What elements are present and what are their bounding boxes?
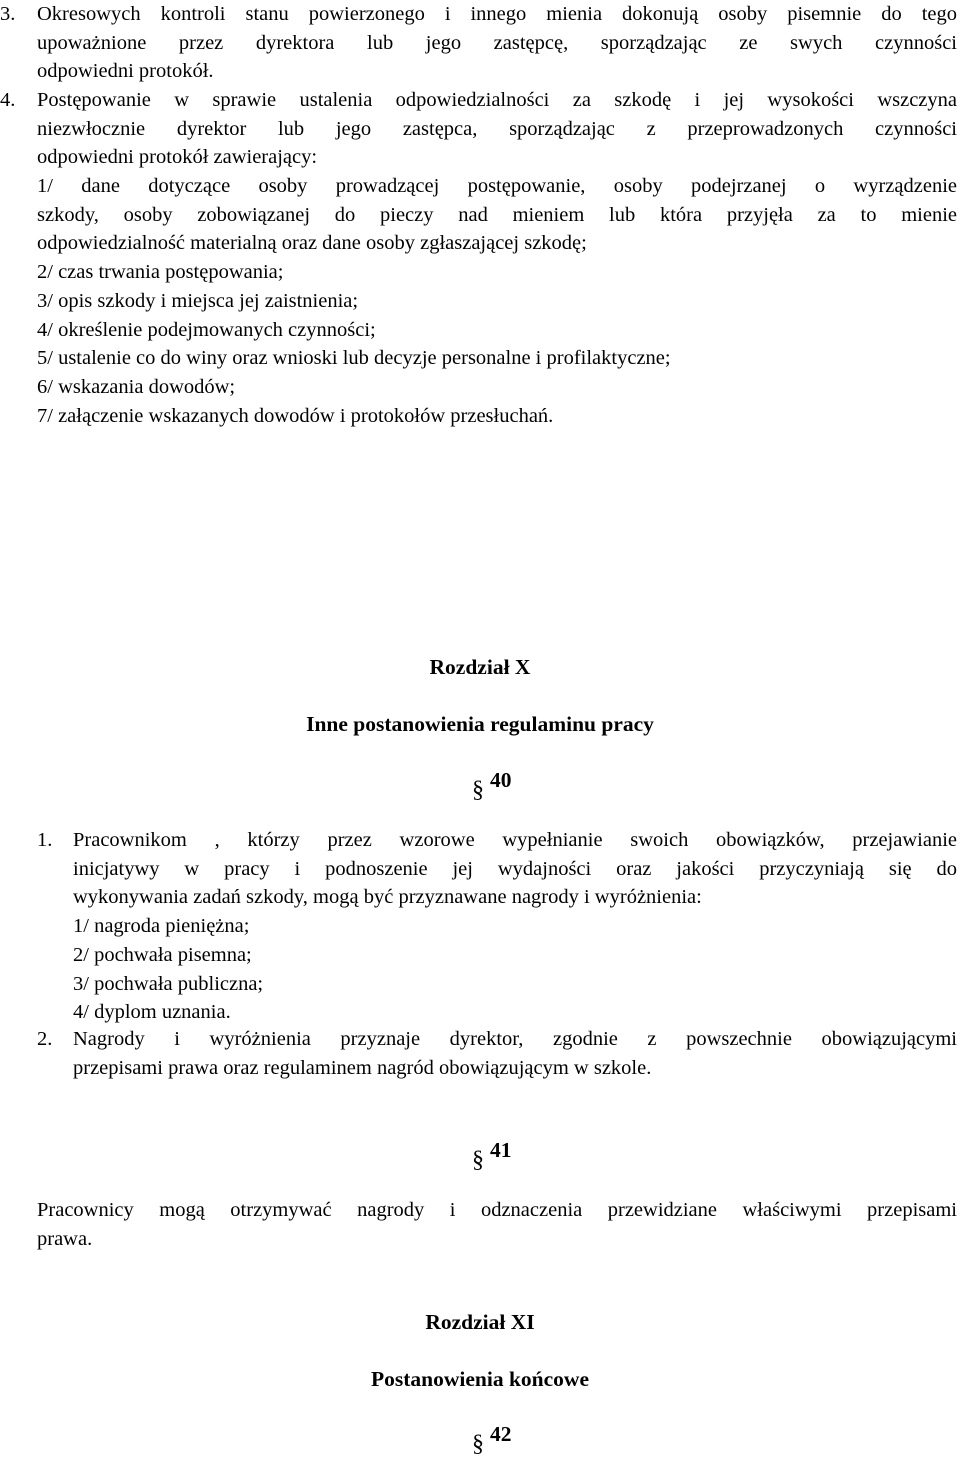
sub-item: odpowiedzialność materialną oraz dane osoby zgłaszającej szkodę;: [37, 232, 587, 255]
item-number: 2.: [37, 1028, 53, 1050]
paragraph-41-text: Pracownicy mogą otrzymywać nagrody i odznaczenia przewidziane właściwymi przepisami prawa.: [37, 1199, 957, 1250]
paragraph-number: 40: [490, 768, 512, 792]
chapter-title: Rozdział X: [429, 655, 531, 679]
item-number: 3.: [0, 3, 16, 25]
chapter-subtitle: Inne postanowienia regulaminu pracy: [306, 712, 654, 736]
paragraph-number: 41: [490, 1138, 512, 1162]
sub-item: 6/ wskazania dowodów;: [37, 375, 236, 398]
sub-item: 3/ pochwała publiczna;: [73, 972, 264, 995]
sub-item: szkody, osoby zobowiązanej do pieczy nad mieniem lub która przyjęła za to mienie: [37, 203, 957, 226]
paragraph-40-heading: [472, 768, 512, 804]
sub-item: 2/ czas trwania postępowania;: [37, 261, 284, 284]
paragraph-40-item-2: [0, 1025, 960, 1085]
section-sign: §: [472, 1147, 484, 1173]
sub-item: 7/ załączenie wskazanych dowodów i protokołów przesłuchań.: [37, 404, 554, 427]
section-sign: §: [472, 1431, 484, 1457]
paragraph-42-heading: [472, 1422, 512, 1458]
item-text: Pracownikom , którzy przez wzorowe wypełnianie swoich obowiązków, przejawianie inicjatywy w pracy i podnoszenie jej wydajności oraz jakości przyczyniają się do wykonywania zadań szkody, mogą być przyznawane nagrody i wyróżnienia: 1/ nagroda pieniężna; 2/ pochwała pisemna; 3/ pochwała publiczna; 4/ dyplom uznania.: [73, 826, 957, 1027]
item-text: Nagrody i wyróżnienia przyznaje dyrektor, zgodnie z powszechnie obowiązującymi przepisami prawa oraz regulaminem nagród obowiązującym w szkole.: [73, 1028, 957, 1079]
sub-item: 2/ pochwała pisemna;: [73, 943, 252, 966]
sub-item: 4/ dyplom uznania.: [73, 1001, 231, 1024]
list-item-4: [0, 86, 960, 426]
item-number: 4.: [0, 89, 16, 111]
sub-item: 1/ nagroda pieniężna;: [73, 915, 250, 938]
sub-list: [37, 172, 957, 430]
sub-item: 5/ ustalenie co do winy oraz wnioski lub decyzje personalne i profilaktyczne;: [37, 347, 671, 370]
sub-item: 1/ dane dotyczące osoby prowadzącej postępowanie, osoby podejrzanej o wyrządzenie: [37, 175, 957, 197]
sub-item: 4/ określenie podejmowanych czynności;: [37, 318, 376, 341]
chapter-title: Rozdział XI: [425, 1310, 535, 1334]
item-number: 1.: [37, 829, 53, 851]
section-sign: §: [472, 777, 484, 803]
paragraph-number: 42: [490, 1422, 512, 1446]
paragraph-41-heading: [472, 1138, 512, 1174]
item-text: Okresowych kontroli stanu powierzonego i innego mienia dokonują osoby pisemnie do tego upoważnione przez dyrektora lub jego zastępcę, sporządzając ze swych czynności odpowiedni protokół.: [37, 3, 957, 83]
paragraph-40-item-1: [0, 826, 960, 1026]
sub-item: 3/ opis szkody i miejsca jej zaistnienia;: [37, 289, 359, 312]
list-item-3: [0, 0, 960, 88]
chapter-subtitle: Postanowienia końcowe: [371, 1367, 589, 1391]
item-text: Postępowanie w sprawie ustalenia odpowiedzialności za szkodę i jej wysokości wszczyna niezwłocznie dyrektor lub jego zastępca, sporządzając z przeprowadzonych czynności odpowiedni protokół zawierający:: [37, 89, 957, 169]
